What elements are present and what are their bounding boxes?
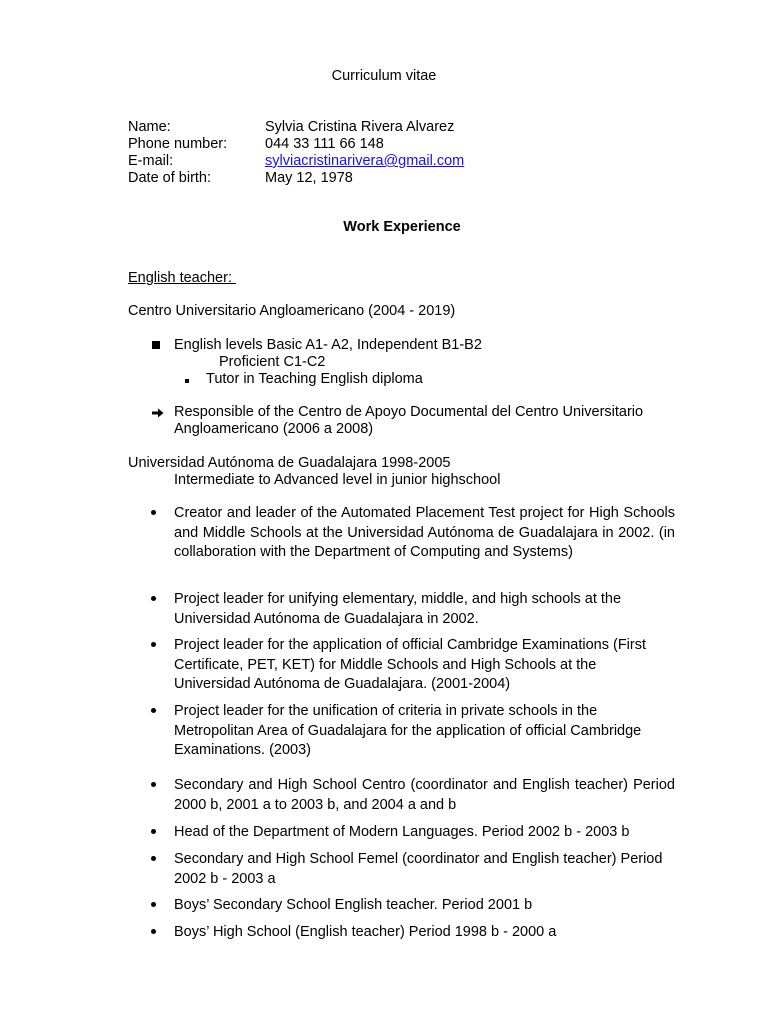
levels-line-2: Proficient C1-C2 — [219, 354, 326, 370]
round-bullet-icon — [151, 829, 156, 834]
round-bullet-icon — [151, 596, 156, 601]
phone-label: Phone number: — [128, 136, 228, 152]
centro-title: Centro Universitario Angloamericano (2004 - 2019) — [128, 303, 456, 319]
uag-item-6: Head of the Department of Modern Languages. Period 2002 b - 2003 b — [174, 824, 630, 840]
levels-line-1: English levels Basic A1- A2, Independent B1-B2 — [174, 337, 482, 353]
round-bullet-icon — [151, 510, 156, 515]
uag-item-8: Boys’ Secondary School English teacher. Period 2001 b — [174, 897, 533, 913]
uag-title: Universidad Autónoma de Guadalajara 1998-2005 — [128, 455, 451, 471]
small-square-bullet-icon — [185, 379, 189, 383]
round-bullet-icon — [151, 782, 156, 787]
dob-value: May 12, 1978 — [265, 170, 353, 186]
responsible-line: Responsible of the Centro de Apoyo Documental del Centro Universitario Angloamericano (2006 a 2008) — [174, 404, 644, 437]
round-bullet-icon — [151, 856, 156, 861]
name-value: Sylvia Cristina Rivera Alvarez — [265, 119, 455, 135]
uag-item-4: Project leader for the unification of criteria in private schools in the Metropolitan Area of Guadalajara for the application of official Cambridge Examinations. (2003) — [174, 703, 642, 758]
work-experience-heading: Work Experience — [343, 219, 461, 235]
uag-subtitle: Intermediate to Advanced level in junior highschool — [174, 472, 501, 488]
tutor-line: Tutor in Teaching English diploma — [206, 371, 423, 387]
name-label: Name: — [128, 119, 171, 135]
uag-item-1: Creator and leader of the Automated Placement Test project for High Schools and Middle Schools at the Universidad Autónoma de Guadalajara in 2002. (in collaboration with the Department of Computing and Systems) — [174, 505, 675, 560]
phone-value: 044 33 111 66 148 — [265, 136, 384, 152]
square-bullet-icon — [152, 341, 160, 349]
uag-item-7: Secondary and High School Femel (coordinator and English teacher) Period 2002 b - 2003 a — [174, 851, 663, 887]
round-bullet-icon — [151, 642, 156, 647]
dob-label: Date of birth: — [128, 170, 212, 186]
email-link[interactable]: sylviacristinarivera@gmail.com — [265, 153, 465, 169]
document-title: Curriculum vitae — [331, 68, 437, 84]
round-bullet-icon — [151, 902, 156, 907]
uag-item-5: Secondary and High School Centro (coordinator and English teacher) Period 2000 b, 2001 a to 2003 b, and 2004 a and b — [174, 777, 675, 813]
role-heading: English teacher: — [128, 270, 237, 286]
round-bullet-icon — [151, 929, 156, 934]
email-label: E-mail: — [128, 153, 174, 169]
round-bullet-icon — [151, 708, 156, 713]
uag-item-2: Project leader for unifying elementary, middle, and high schools at the Universidad Autónoma de Guadalajara in 2002. — [174, 591, 622, 627]
uag-item-3: Project leader for the application of official Cambridge Examinations (First Certificate, PET, KET) for Middle Schools and High Schools at the Universidad Autónoma de Guadalajara. (2001-2004) — [174, 637, 647, 692]
uag-item-9: Boys’ High School (English teacher) Period 1998 b - 2000 a — [174, 924, 557, 940]
arrow-right-icon — [151, 407, 165, 419]
